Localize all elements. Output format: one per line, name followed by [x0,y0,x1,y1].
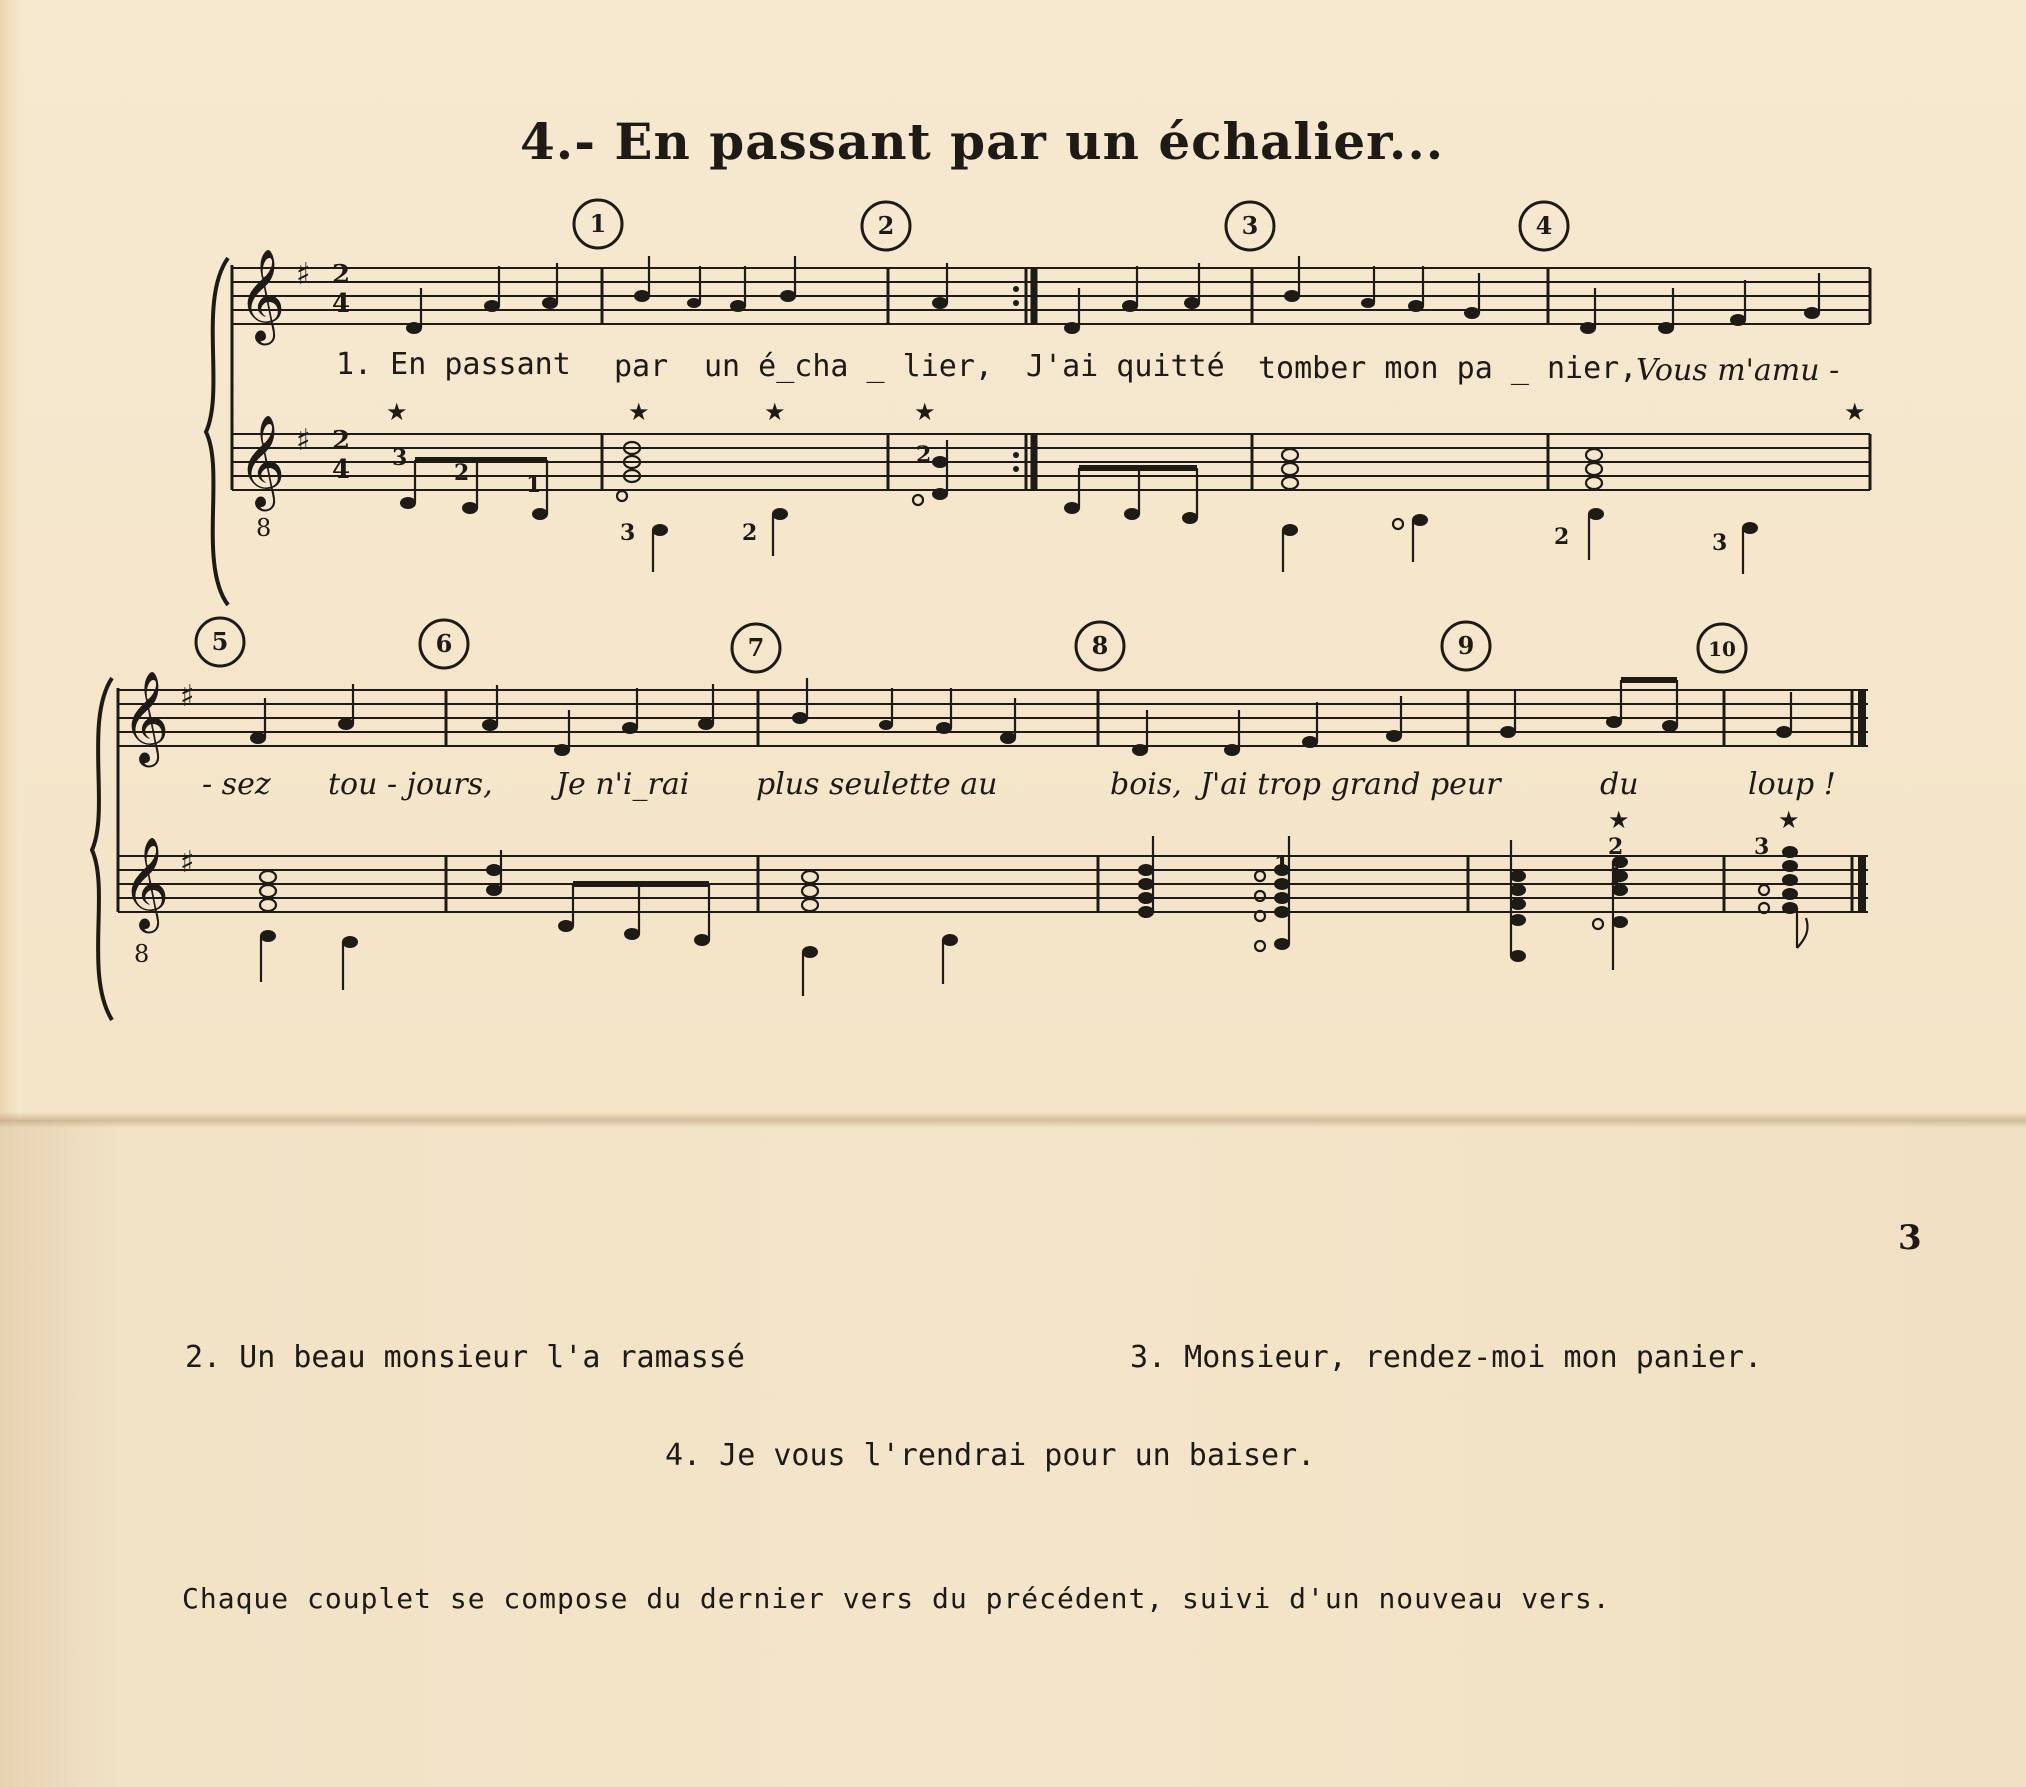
svg-text:par: par [614,349,669,384]
star-marks [386,398,1866,426]
svg-text:Je n'i_rai: Je n'i_rai [556,767,690,802]
svg-text:2: 2 [877,211,895,240]
voice-staff [232,268,1870,324]
treble-clef: 𝄞 [238,248,286,341]
time-signature-top: 2 [332,426,351,456]
svg-text:- sez: - sez [202,767,271,802]
footnote: Chaque couplet se compose du dernier vers du précédent, suivi d'un nouveau vers. [182,1582,1611,1615]
svg-text:2: 2 [454,460,470,486]
song-title: 4.- En passant par un échalier... [520,112,1445,171]
svg-text:J'ai trop grand peur: J'ai trop grand peur [1200,767,1501,802]
measure-numbers [574,200,1568,250]
svg-text:2: 2 [1608,834,1624,860]
octave-mark: 8 [256,514,272,542]
verse-3: 3. Monsieur, rendez-moi mon panier. [1130,1340,1763,1375]
system-1 [206,200,1870,605]
svg-text:3: 3 [1754,834,1770,860]
svg-text:du: du [1600,767,1639,802]
svg-text:★: ★ [1608,806,1630,834]
final-barline [1852,690,1862,912]
system-brace [206,258,228,605]
system-brace [92,678,112,1020]
time-signature-top: 2 [332,260,351,290]
key-signature-sharp: ♯ [296,423,311,458]
svg-text:3: 3 [1241,211,1259,240]
svg-text:tou - jours,: tou - jours, [328,767,493,802]
time-signature-bottom: 4 [332,289,351,319]
svg-text:J'ai quitté: J'ai quitté [1026,349,1225,384]
svg-text:★: ★ [914,398,936,426]
svg-text:2: 2 [916,442,932,468]
svg-text:bois,: bois, [1110,767,1182,802]
verse-2: 2. Un beau monsieur l'a ramassé [185,1340,745,1375]
svg-text:1: 1 [589,209,607,238]
fingerings [392,442,1727,556]
svg-text:7: 7 [747,633,765,662]
svg-text:★: ★ [386,398,408,426]
svg-text:loup !: loup ! [1748,767,1836,802]
svg-text:2: 2 [1554,524,1570,550]
svg-text:plus seulette au: plus seulette au [756,767,998,802]
svg-text:★: ★ [1778,806,1800,834]
svg-text:10: 10 [1708,637,1736,661]
lyrics-line-2 [202,767,1836,802]
system-2 [92,618,1868,1020]
svg-text:1: 1 [1274,852,1290,878]
svg-text:Vous m'amu -: Vous m'amu - [1636,353,1840,388]
svg-text:1: 1 [1608,864,1624,890]
time-signature-bottom: 4 [332,455,351,485]
svg-text:4: 4 [1535,211,1553,240]
svg-text:3: 3 [392,445,408,471]
octave-mark: 8 [134,940,150,968]
lyrics-line-1 [336,347,1839,388]
key-signature-sharp: ♯ [180,845,195,880]
svg-text:5: 5 [211,627,229,656]
svg-text:8: 8 [1091,631,1109,660]
key-signature-sharp: ♯ [180,679,195,714]
guitar-notes [400,440,1758,574]
svg-text:★: ★ [628,398,650,426]
svg-text:6: 6 [435,629,453,658]
svg-text:tomber mon pa _ nier,: tomber mon pa _ nier, [1258,351,1638,386]
svg-text:9: 9 [1457,631,1475,660]
svg-text:1. En passant: 1. En passant [336,347,571,382]
guitar-staff [118,856,1868,912]
page-number: 3 [1898,1218,1922,1258]
measure-numbers [196,618,1746,672]
svg-text:un é_cha _ lier,: un é_cha _ lier, [704,349,993,384]
svg-text:3: 3 [620,520,636,546]
treble-clef: 𝄞 [122,670,170,763]
treble-clef: 𝄞 [122,836,170,929]
star-marks [1608,806,1800,834]
svg-text:2: 2 [742,520,758,546]
verse-4: 4. Je vous l'rendrai pour un baiser. [665,1438,1316,1473]
key-signature-sharp: ♯ [296,257,311,292]
svg-text:3: 3 [1712,530,1728,556]
treble-clef: 𝄞 [238,414,286,507]
fingerings [1274,834,1769,890]
svg-text:1: 1 [526,472,542,498]
voice-staff [118,690,1868,746]
svg-text:★: ★ [764,398,786,426]
guitar-notes [260,836,1808,996]
svg-text:★: ★ [1844,398,1866,426]
